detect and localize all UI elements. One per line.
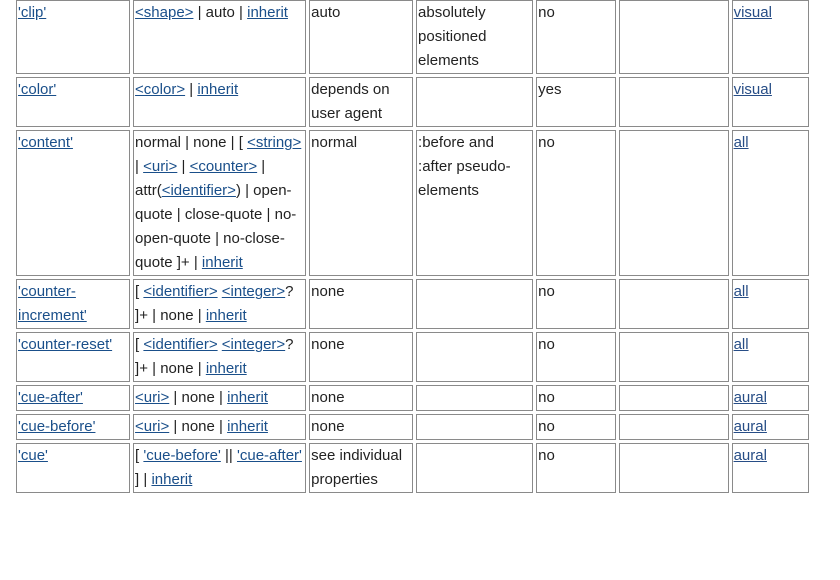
value-type-link[interactable]: <identifier> [143, 283, 218, 300]
value-type-link[interactable]: <string> [247, 134, 302, 151]
property-name-cell [16, 385, 130, 411]
value-text: | [177, 158, 190, 175]
value-text: ) | open-quote | close-quote | no-open-quote | no-close-quote ]+ | [135, 182, 297, 271]
value-type-link[interactable]: <identifier> [161, 182, 236, 199]
value-text: | none | [169, 418, 228, 435]
value-text: ? ]+ | none | [135, 336, 294, 377]
media-group-link[interactable]: visual [733, 4, 772, 21]
media-group-link[interactable]: all [733, 283, 749, 300]
value-text: ] | [135, 471, 152, 488]
property-name-link[interactable]: 'counter-increment' [18, 283, 87, 324]
value-type-link[interactable]: <uri> [143, 158, 178, 175]
media-group-link[interactable]: aural [733, 389, 767, 406]
property-values-cell [133, 130, 306, 276]
property-name-link[interactable]: 'cue-after' [18, 389, 83, 406]
property-values-cell [133, 77, 306, 127]
value-type-link[interactable]: <color> [135, 81, 186, 98]
inherited-cell: no [536, 332, 615, 382]
applies-to-cell: :before and :after pseudo-elements [416, 130, 533, 276]
value-type-link[interactable]: <integer> [221, 283, 286, 300]
initial-value-cell: none [309, 279, 413, 329]
applies-to-cell [416, 279, 533, 329]
value-text: | attr( [135, 158, 266, 199]
inherited-cell: no [536, 385, 615, 411]
percentages-cell [619, 332, 729, 382]
media-group-cell [732, 0, 809, 74]
value-type-link[interactable]: <integer> [221, 336, 286, 353]
applies-to-cell: absolutely positioned elements [416, 0, 533, 74]
media-group-cell [732, 77, 809, 127]
property-name-cell [16, 279, 130, 329]
value-type-link[interactable]: <uri> [135, 418, 170, 435]
table-row [16, 279, 809, 329]
property-name-link[interactable]: 'cue' [18, 447, 48, 464]
applies-to-cell [416, 414, 533, 440]
media-group-cell [732, 385, 809, 411]
percentages-cell [619, 443, 729, 493]
value-type-link[interactable]: <identifier> [143, 336, 218, 353]
initial-value-cell: depends on user agent [309, 77, 413, 127]
inherited-cell: yes [536, 77, 615, 127]
percentages-cell [619, 385, 729, 411]
value-type-link[interactable]: inherit [205, 307, 247, 324]
value-text: [ [135, 447, 144, 464]
percentages-cell [619, 0, 729, 74]
media-group-cell [732, 414, 809, 440]
value-text: ? ]+ | none | [135, 283, 294, 324]
value-type-link[interactable]: inherit [205, 360, 247, 377]
value-type-link[interactable]: 'cue-after' [236, 447, 302, 464]
property-name-link[interactable]: 'content' [18, 134, 73, 151]
applies-to-cell [416, 77, 533, 127]
inherited-cell: no [536, 443, 615, 493]
percentages-cell [619, 279, 729, 329]
inherited-cell: no [536, 130, 615, 276]
value-text: | [185, 81, 198, 98]
media-group-cell [732, 443, 809, 493]
table-row [16, 385, 809, 411]
media-group-cell [732, 130, 809, 276]
property-name-cell [16, 77, 130, 127]
value-text: [ [135, 283, 144, 300]
property-name-cell [16, 443, 130, 493]
property-name-link[interactable]: 'color' [18, 81, 57, 98]
value-text: | [135, 158, 144, 175]
media-group-link[interactable]: all [733, 134, 749, 151]
value-type-link[interactable]: inherit [151, 471, 193, 488]
property-name-cell [16, 332, 130, 382]
table-row [16, 332, 809, 382]
property-name-cell [16, 0, 130, 74]
value-type-link[interactable]: inherit [197, 81, 239, 98]
property-values-cell [133, 0, 306, 74]
media-group-link[interactable]: visual [733, 81, 772, 98]
table-row [16, 130, 809, 276]
media-group-cell [732, 279, 809, 329]
media-group-link[interactable]: all [733, 336, 749, 353]
percentages-cell [619, 130, 729, 276]
initial-value-cell: none [309, 385, 413, 411]
value-type-link[interactable]: 'cue-before' [143, 447, 221, 464]
initial-value-cell: auto [309, 0, 413, 74]
applies-to-cell [416, 332, 533, 382]
property-values-cell [133, 414, 306, 440]
property-name-cell [16, 130, 130, 276]
percentages-cell [619, 77, 729, 127]
value-text: || [220, 447, 237, 464]
table-row [16, 443, 809, 493]
value-type-link[interactable]: inherit [201, 254, 243, 271]
initial-value-cell: see individual properties [309, 443, 413, 493]
property-values-cell [133, 385, 306, 411]
applies-to-cell [416, 385, 533, 411]
value-text: | auto | [193, 4, 248, 21]
value-type-link[interactable]: <counter> [189, 158, 258, 175]
value-type-link[interactable]: inherit [247, 4, 288, 21]
value-type-link[interactable]: <uri> [135, 389, 170, 406]
property-name-link[interactable]: 'clip' [18, 4, 47, 21]
percentages-cell [619, 414, 729, 440]
initial-value-cell: none [309, 414, 413, 440]
initial-value-cell: normal [309, 130, 413, 276]
property-table-container [16, 0, 815, 496]
css-property-table [13, 0, 812, 496]
inherited-cell: no [536, 0, 615, 74]
property-name-link[interactable]: 'counter-reset' [18, 336, 113, 353]
inherited-cell: no [536, 279, 615, 329]
value-type-link[interactable]: <shape> [135, 4, 194, 21]
value-text: [ [135, 336, 144, 353]
value-text: normal | none | [ [135, 134, 248, 151]
media-group-cell [732, 332, 809, 382]
property-values-cell [133, 443, 306, 493]
property-values-cell [133, 332, 306, 382]
property-rows [16, 0, 809, 493]
property-name-link[interactable]: 'cue-before' [18, 418, 96, 435]
initial-value-cell: none [309, 332, 413, 382]
media-group-link[interactable]: aural [733, 447, 767, 464]
value-text: | none | [169, 389, 228, 406]
media-group-link[interactable]: aural [733, 418, 767, 435]
value-type-link[interactable]: inherit [227, 418, 268, 435]
inherited-cell: no [536, 414, 615, 440]
table-row [16, 77, 809, 127]
applies-to-cell [416, 443, 533, 493]
property-name-cell [16, 414, 130, 440]
table-row [16, 0, 809, 74]
table-row [16, 414, 809, 440]
value-type-link[interactable]: inherit [227, 389, 268, 406]
property-values-cell [133, 279, 306, 329]
